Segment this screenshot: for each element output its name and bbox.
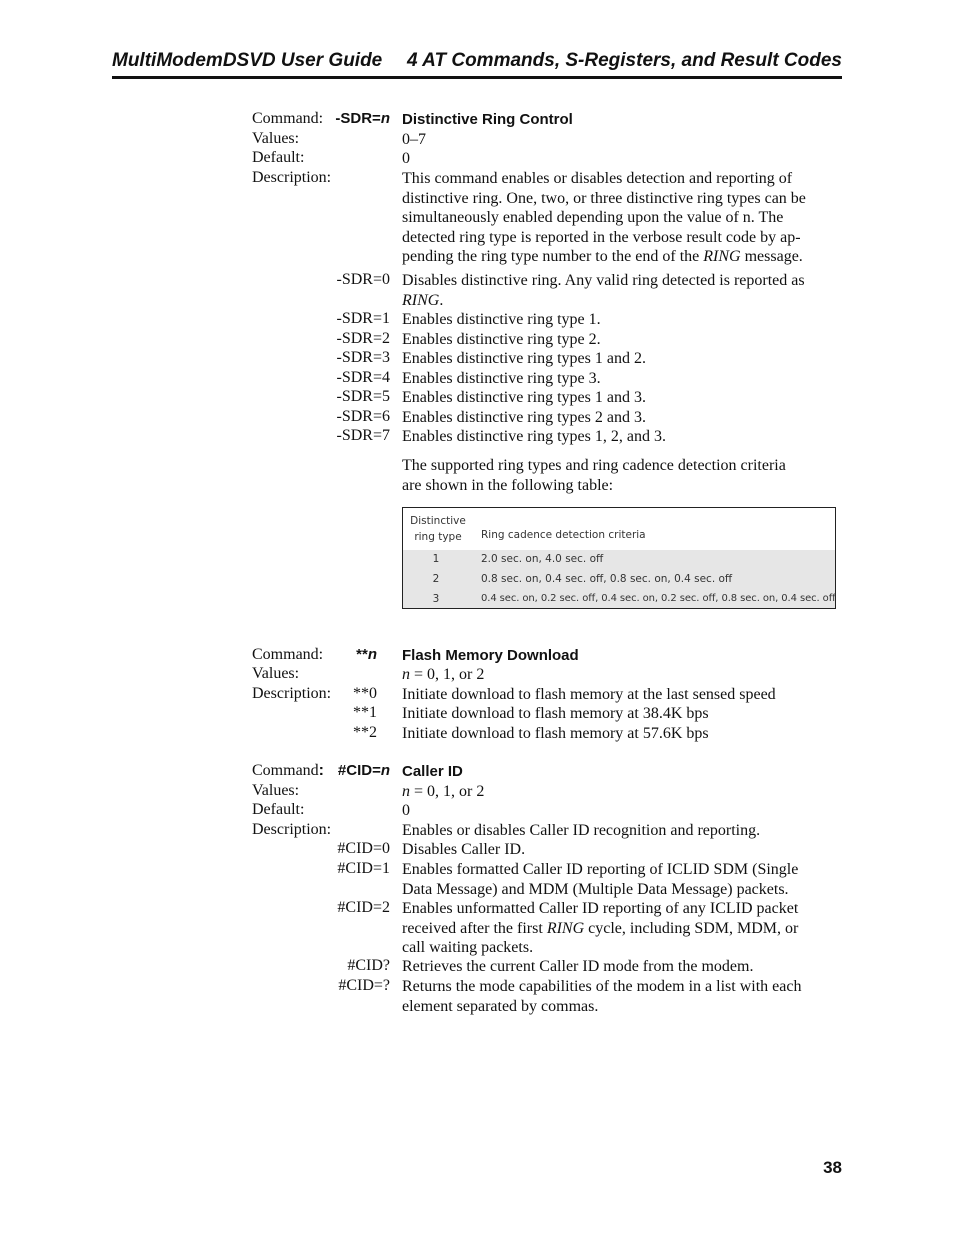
guide-title: MultiModemDSVD User Guide [112, 50, 383, 71]
table-header [403, 508, 835, 551]
sdr-option-row [0, 310, 954, 330]
cid-description: Enables or disables Caller ID recognition and reporting. [402, 822, 761, 839]
sdr-option-text: Enables distinctive ring types 1 and 2. [402, 350, 646, 367]
table-cell-criteria: 0.4 sec. on, 0.2 sec. off, 0.4 sec. on, 0.2 sec. off, 0.8 sec. on, 0.4 sec. off [481, 593, 836, 604]
sdr-command-label: Command: [252, 110, 324, 127]
cid-values-var: n [402, 783, 410, 800]
table-header-text: Distinctive [410, 515, 466, 527]
sdr-option-row [0, 369, 954, 389]
sdr-option-key: -SDR=6 [336, 408, 390, 425]
sdr-option-key: -SDR=7 [336, 427, 390, 444]
cid-values-row [0, 782, 954, 802]
sdr-option-line: Disables distinctive ring. Any valid ring detected is reported as [402, 272, 805, 289]
sdr-option-key: -SDR=0 [336, 271, 390, 288]
flash-values-row [0, 665, 954, 685]
sdr-note-line: are shown in the following table: [402, 476, 614, 494]
flash-values-rest: = 0, 1, or 2 [410, 666, 485, 683]
sdr-option-line [402, 291, 842, 311]
cid-option-key: #CID=1 [337, 860, 390, 877]
sdr-option-row [0, 427, 954, 447]
sdr-default-row [0, 149, 954, 169]
table-row [403, 570, 835, 591]
sdr-desc-ring: RING [703, 248, 741, 266]
sdr-option-text: Enables distinctive ring types 1 and 3. [402, 389, 646, 406]
sdr-description-label: Description: [252, 169, 332, 186]
flash-option-key: **2 [353, 724, 377, 741]
cid-option-row [0, 977, 954, 1015]
sdr-command-title: Distinctive Ring Control [402, 111, 573, 128]
cid-command-colon: : [318, 762, 324, 779]
sdr-option-text: Enables distinctive ring type 2. [402, 331, 601, 348]
sdr-option-row [0, 330, 954, 350]
cid-command-key [338, 762, 390, 779]
flash-key-prefix: ** [356, 646, 368, 663]
sdr-default: 0 [402, 150, 410, 167]
cid-option-text: Disables Caller ID. [402, 841, 526, 858]
sdr-desc-line: distinctive ring. One, two, or three distinctive ring types can be [402, 189, 806, 207]
sdr-desc-line: This command enables or disables detection and reporting of [402, 170, 793, 187]
sdr-option-text: Enables distinctive ring types 2 and 3. [402, 409, 646, 426]
cid-key-prefix: #CID= [337, 762, 381, 779]
table-cell-type: 3 [432, 593, 440, 605]
table-cell-criteria: 2.0 sec. on, 4.0 sec. off [481, 553, 604, 565]
sdr-option-ring: RING [402, 291, 440, 309]
cid-description-label: Description: [252, 821, 332, 838]
flash-values-var: n [402, 666, 410, 683]
table-header-criteria: Ring cadence detection criteria [481, 529, 646, 541]
cid-option-key: #CID? [347, 957, 390, 974]
sdr-desc-line: simultaneously enabled depending upon the value of n. The [402, 209, 784, 227]
cid-option-key: #CID=? [338, 977, 390, 994]
cid-option-line: element separated by commas. [402, 997, 599, 1015]
cid-option-line [402, 919, 842, 939]
cid-option-text: Retrieves the current Caller ID mode from the modem. [402, 958, 754, 975]
cid-option-fragment: cycle, including SDM, MDM, or [584, 919, 799, 937]
cid-option-text [402, 860, 842, 899]
table-cell-type: 1 [432, 553, 440, 565]
cid-option-row [0, 957, 954, 977]
flash-option-row [0, 704, 954, 724]
cid-default: 0 [402, 802, 410, 819]
cid-command-label [252, 762, 324, 780]
sdr-desc-text: pending the ring type number to the end of the [402, 248, 704, 266]
sdr-values-label: Values: [252, 130, 300, 147]
sdr-option-row [0, 388, 954, 408]
cid-key-var: n [380, 762, 390, 779]
table-cell-type: 2 [432, 573, 440, 585]
flash-option-key: **0 [353, 685, 377, 702]
cid-command-title: Caller ID [402, 763, 463, 780]
cid-option-row [0, 899, 954, 957]
ring-cadence-table [402, 507, 836, 609]
cid-option-line: Enables unformatted Caller ID reporting of any ICLID packet [402, 900, 799, 917]
sdr-option-text [402, 271, 842, 310]
sdr-description-row [0, 169, 954, 266]
table-row [403, 550, 835, 571]
flash-command-key [356, 646, 377, 663]
sdr-command-row [0, 110, 954, 130]
flash-option-row [0, 724, 954, 744]
sdr-option-key: -SDR=2 [336, 330, 390, 347]
flash-description-row [0, 685, 954, 705]
cid-option-key: #CID=2 [337, 899, 390, 916]
sdr-option-text: Enables distinctive ring type 3. [402, 370, 601, 387]
cid-option-key: #CID=0 [337, 840, 390, 857]
sdr-description [402, 169, 842, 267]
cid-command-word: Command [252, 762, 319, 779]
cid-option-line: Enables formatted Caller ID reporting of ICLID SDM (Single [402, 861, 799, 878]
cid-default-row [0, 801, 954, 821]
sdr-key-var: n [380, 110, 390, 127]
sdr-option-text: Enables distinctive ring type 1. [402, 311, 601, 328]
cid-option-ring: RING [546, 919, 585, 937]
cid-option-row [0, 860, 954, 898]
cid-command-row [0, 762, 954, 782]
flash-values [402, 665, 842, 685]
sdr-option-punct: . [439, 291, 444, 309]
sdr-values: 0–7 [402, 131, 426, 148]
flash-option-key: **1 [353, 704, 377, 721]
cid-option-line: Data Message) and MDM (Multiple Data Message) packets. [402, 880, 789, 898]
sdr-desc-line: detected ring type is reported in the verbose result code by ap- [402, 228, 801, 246]
page-header [112, 48, 842, 79]
sdr-option-key: -SDR=3 [336, 349, 390, 366]
sdr-key-prefix: -SDR= [335, 110, 381, 127]
sdr-desc-line [402, 247, 842, 267]
page-number: 38 [823, 1158, 842, 1177]
flash-command-row [0, 646, 954, 666]
sdr-option-text: Enables distinctive ring types 1, 2, and 3. [402, 428, 666, 445]
cid-values-rest: = 0, 1, or 2 [410, 783, 485, 800]
sdr-values-row [0, 130, 954, 150]
sdr-option-key: -SDR=1 [336, 310, 390, 327]
cid-values [402, 782, 842, 802]
table-cell-criteria: 0.8 sec. on, 0.4 sec. off, 0.8 sec. on, 0.4 sec. off [481, 573, 733, 585]
sdr-option-key: -SDR=4 [336, 369, 390, 386]
sdr-option-row [0, 349, 954, 369]
table-header-text: ring type [414, 531, 462, 543]
flash-option-text: Initiate download to flash memory at 38.4K bps [402, 705, 709, 722]
sdr-option-row [0, 408, 954, 428]
sdr-desc-text: message. [740, 248, 803, 266]
flash-key-var: n [367, 646, 377, 663]
sdr-note-line: The supported ring types and ring cadence detection criteria [402, 457, 786, 474]
sdr-command-key [335, 110, 390, 127]
flash-values-label: Values: [252, 665, 300, 682]
flash-command-title: Flash Memory Download [402, 647, 579, 664]
cid-option-text [402, 899, 842, 958]
flash-description-label: Description: [252, 685, 332, 702]
cid-default-label: Default: [252, 801, 305, 818]
chapter-title: 4 AT Commands, S-Registers, and Result Codes [407, 50, 842, 71]
cid-option-row [0, 840, 954, 860]
flash-option-text: Initiate download to flash memory at 57.6K bps [402, 725, 709, 742]
cid-option-line: call waiting packets. [402, 939, 534, 957]
cid-option-text [402, 977, 842, 1016]
table-header-ring-type [403, 513, 473, 545]
table-row [403, 590, 835, 608]
sdr-table-intro [402, 456, 842, 495]
sdr-default-label: Default: [252, 149, 305, 166]
cid-option-line: Returns the mode capabilities of the modem in a list with each [402, 978, 802, 995]
cid-description-row [0, 821, 954, 841]
sdr-option-row [0, 271, 954, 309]
flash-command-label: Command: [252, 646, 324, 663]
flash-option-text: Initiate download to flash memory at the last sensed speed [402, 686, 776, 703]
sdr-option-key: -SDR=5 [336, 388, 390, 405]
cid-values-label: Values: [252, 782, 300, 799]
cid-option-fragment: received after the first [402, 919, 547, 937]
